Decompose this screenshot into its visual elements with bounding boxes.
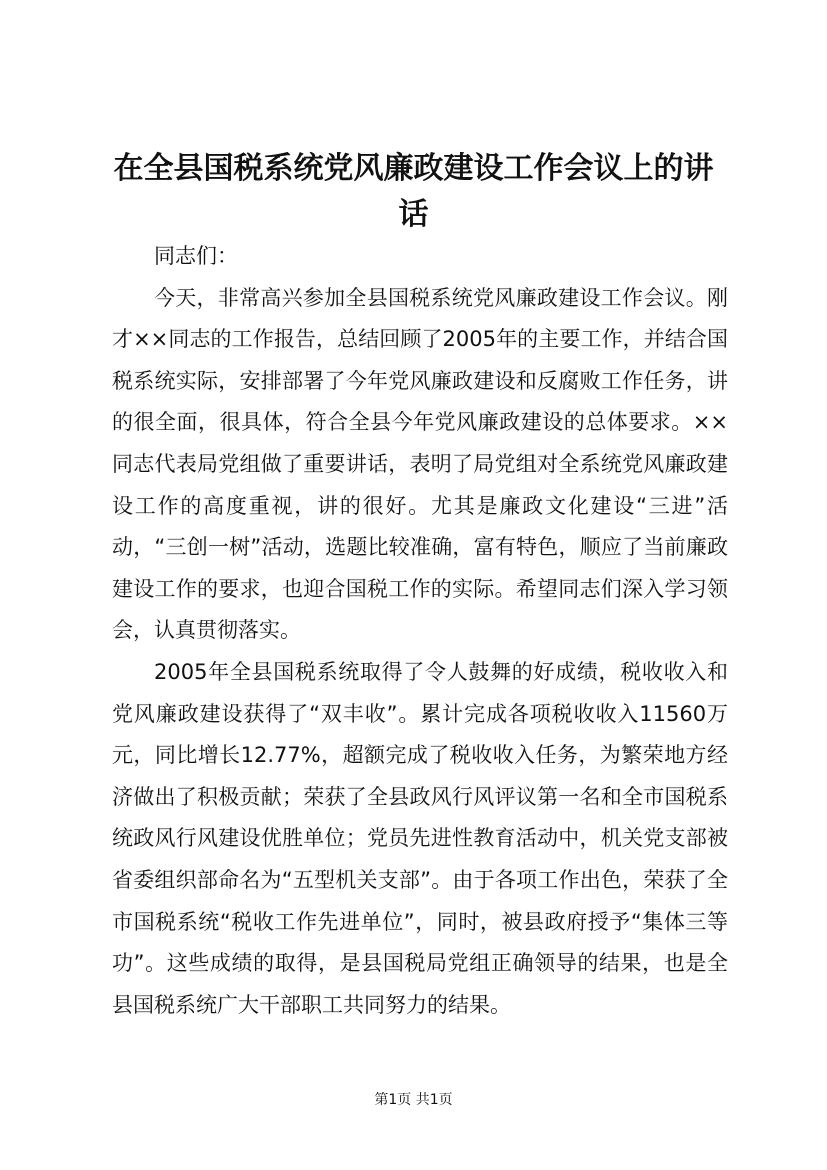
paragraph-achievements: 2005年全县国税系统取得了令人鼓舞的好成绩，税收收入和党风廉政建设获得了“双丰收”。累计完成各项税收收入11560万元，同比增长12.77%，超额完成了税收收入任务，为繁荣地方经济做出了积极贡献；荣获了全县政风行风评议第一名和全市国税系统政风行风建设优胜单位；党员先进性教育活动中，机关党支部被省委组织部命名为“五型机关支部”。由于各项工作出色，荣获了全市国税系统“税收工作先进单位”，同时，被县政府授予“集体三等功”。这些成绩的取得，是县国税局党组正确领导的结果，也是全县国税系统广大干部职工共同努力的结果。 xyxy=(112,659,728,1017)
document-body xyxy=(112,236,728,1026)
paragraph-salutation: 同志们： xyxy=(154,244,238,268)
document-title: 在全县国税系统党风廉政建设工作会议上的讲话 xyxy=(113,151,714,232)
paragraph-opening: 今天，非常高兴参加全县国税系统党风廉政建设工作会议。刚才××同志的工作报告，总结回顾了2005年的主要工作，并结合国税系统实际，安排部署了今年党风廉政建设和反腐败工作任务，讲的很全面，很具体，符合全县今年党风廉政建设的总体要求。××同志代表局党组做了重要讲话，表明了局党组对全系统党风廉政建设工作的高度重视，讲的很好。尤其是廉政文化建设“三进”活动，“三创一树”活动，选题比较准确，富有特色，顺应了当前廉政建设工作的要求，也迎合国税工作的实际。希望同志们深入学习领会，认真贯彻落实。 xyxy=(112,285,728,643)
page-footer: 第1页 共1页 xyxy=(374,1092,453,1108)
